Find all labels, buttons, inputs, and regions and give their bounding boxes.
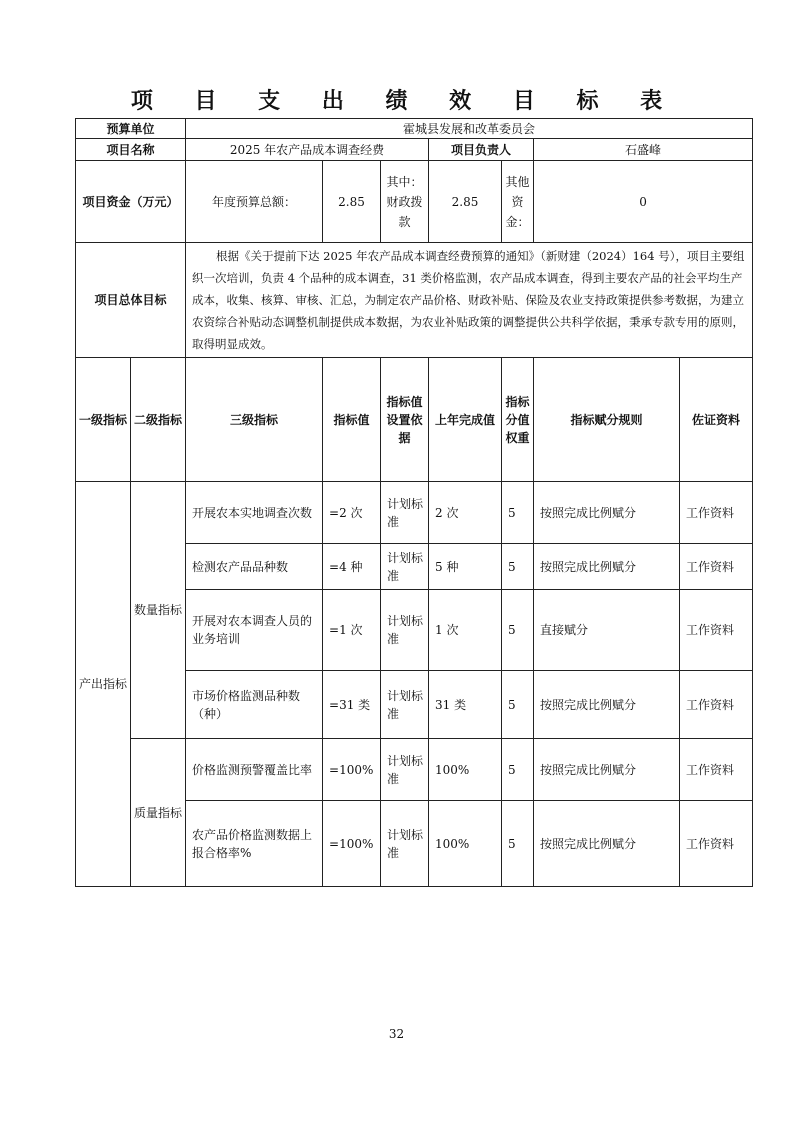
overall-goal-label: 项目总体目标 bbox=[76, 243, 186, 358]
indicator-name: 市场价格监测品种数（种） bbox=[186, 671, 323, 739]
indicator-last-year: 2 次 bbox=[429, 482, 502, 544]
project-fund-label: 项目资金（万元） bbox=[76, 161, 186, 243]
indicator-last-year: 31 类 bbox=[429, 671, 502, 739]
level2-quantity-indicator: 数量指标 bbox=[131, 482, 186, 739]
indicator-basis: 计划标准 bbox=[381, 482, 429, 544]
other-fund-label: 其他资金： bbox=[502, 161, 534, 243]
col-header-level2: 二级指标 bbox=[131, 358, 186, 482]
indicator-basis: 计划标准 bbox=[381, 671, 429, 739]
level2-quality-indicator: 质量指标 bbox=[131, 739, 186, 887]
indicator-rule: 按照完成比例赋分 bbox=[534, 671, 680, 739]
page-number: 32 bbox=[388, 1027, 405, 1041]
project-owner-value: 石盛峰 bbox=[534, 139, 753, 161]
col-header-weight: 指标分值权重 bbox=[502, 358, 534, 482]
indicator-value: =31 类 bbox=[323, 671, 381, 739]
project-owner-label: 项目负责人 bbox=[429, 139, 534, 161]
indicator-rule: 直接赋分 bbox=[534, 590, 680, 671]
indicator-evidence: 工作资料 bbox=[680, 590, 753, 671]
performance-target-table bbox=[75, 118, 753, 887]
indicator-weight: 5 bbox=[502, 739, 534, 801]
indicator-value: =100% bbox=[323, 801, 381, 887]
annual-budget-label: 年度预算总额： bbox=[186, 161, 323, 243]
fiscal-fund-value: 2.85 bbox=[429, 161, 502, 243]
col-header-last-year: 上年完成值 bbox=[429, 358, 502, 482]
project-name-value: 2025 年农产品成本调查经费 bbox=[186, 139, 429, 161]
budget-unit-value: 霍城县发展和改革委员会 bbox=[186, 119, 753, 139]
indicator-evidence: 工作资料 bbox=[680, 739, 753, 801]
budget-unit-label: 预算单位 bbox=[76, 119, 186, 139]
indicator-name: 开展农本实地调查次数 bbox=[186, 482, 323, 544]
indicator-weight: 5 bbox=[502, 482, 534, 544]
indicator-name: 价格监测预警覆盖比率 bbox=[186, 739, 323, 801]
indicator-value: =4 种 bbox=[323, 544, 381, 590]
indicator-last-year: 100% bbox=[429, 739, 502, 801]
indicator-weight: 5 bbox=[502, 590, 534, 671]
overall-goal-row bbox=[76, 243, 753, 358]
indicator-evidence: 工作资料 bbox=[680, 671, 753, 739]
col-header-level1: 一级指标 bbox=[76, 358, 131, 482]
indicator-basis: 计划标准 bbox=[381, 801, 429, 887]
indicator-weight: 5 bbox=[502, 671, 534, 739]
indicator-evidence: 工作资料 bbox=[680, 544, 753, 590]
indicator-evidence: 工作资料 bbox=[680, 801, 753, 887]
indicator-name: 开展对农本调查人员的业务培训 bbox=[186, 590, 323, 671]
overall-goal-text: 根据《关于提前下达 2025 年农产品成本调查经费预算的通知》（新财建（2024）164 号），项目主要组织一次培训，负责 4 个品种的成本调查，31 类价格监测，农产品成本调查，得到主要农产品的社会平均生产成本，收集、核算、审核、汇总，为制定农产品价格、财政补贴、保险及农业支持政策提供参考数据，为建立农资综合补贴动态调整机制提供成本数据，为农业补贴政策的调整提供公共科学依据，秉承专款专用的原则，取得明显成效。 bbox=[186, 243, 753, 358]
project-fund-row bbox=[76, 161, 753, 243]
page-title: 项 目 支 出 绩 效 目 标 表 bbox=[130, 89, 680, 114]
budget-unit-row bbox=[76, 119, 753, 139]
col-header-basis: 指标值设置依据 bbox=[381, 358, 429, 482]
col-header-scoring-rule: 指标赋分规则 bbox=[534, 358, 680, 482]
table-row bbox=[76, 739, 753, 801]
other-fund-value: 0 bbox=[534, 161, 753, 243]
indicator-weight: 5 bbox=[502, 801, 534, 887]
indicator-value: =100% bbox=[323, 739, 381, 801]
col-header-level3: 三级指标 bbox=[186, 358, 323, 482]
fiscal-fund-label: 其中：财政拨款 bbox=[381, 161, 429, 243]
indicator-rule: 按照完成比例赋分 bbox=[534, 544, 680, 590]
indicator-last-year: 100% bbox=[429, 801, 502, 887]
indicator-name: 检测农产品品种数 bbox=[186, 544, 323, 590]
indicator-name: 农产品价格监测数据上报合格率% bbox=[186, 801, 323, 887]
column-header-row bbox=[76, 358, 753, 482]
indicator-basis: 计划标准 bbox=[381, 544, 429, 590]
indicator-basis: 计划标准 bbox=[381, 739, 429, 801]
indicator-value: =2 次 bbox=[323, 482, 381, 544]
indicator-value: =1 次 bbox=[323, 590, 381, 671]
indicator-rule: 按照完成比例赋分 bbox=[534, 739, 680, 801]
project-name-row bbox=[76, 139, 753, 161]
col-header-target-value: 指标值 bbox=[323, 358, 381, 482]
indicator-last-year: 5 种 bbox=[429, 544, 502, 590]
project-name-label: 项目名称 bbox=[76, 139, 186, 161]
col-header-evidence: 佐证资料 bbox=[680, 358, 753, 482]
annual-budget-value: 2.85 bbox=[323, 161, 381, 243]
indicator-last-year: 1 次 bbox=[429, 590, 502, 671]
level1-output-indicator: 产出指标 bbox=[76, 482, 131, 887]
table-row bbox=[76, 482, 753, 544]
indicator-basis: 计划标准 bbox=[381, 590, 429, 671]
indicator-rule: 按照完成比例赋分 bbox=[534, 801, 680, 887]
indicator-evidence: 工作资料 bbox=[680, 482, 753, 544]
indicator-rule: 按照完成比例赋分 bbox=[534, 482, 680, 544]
indicator-weight: 5 bbox=[502, 544, 534, 590]
